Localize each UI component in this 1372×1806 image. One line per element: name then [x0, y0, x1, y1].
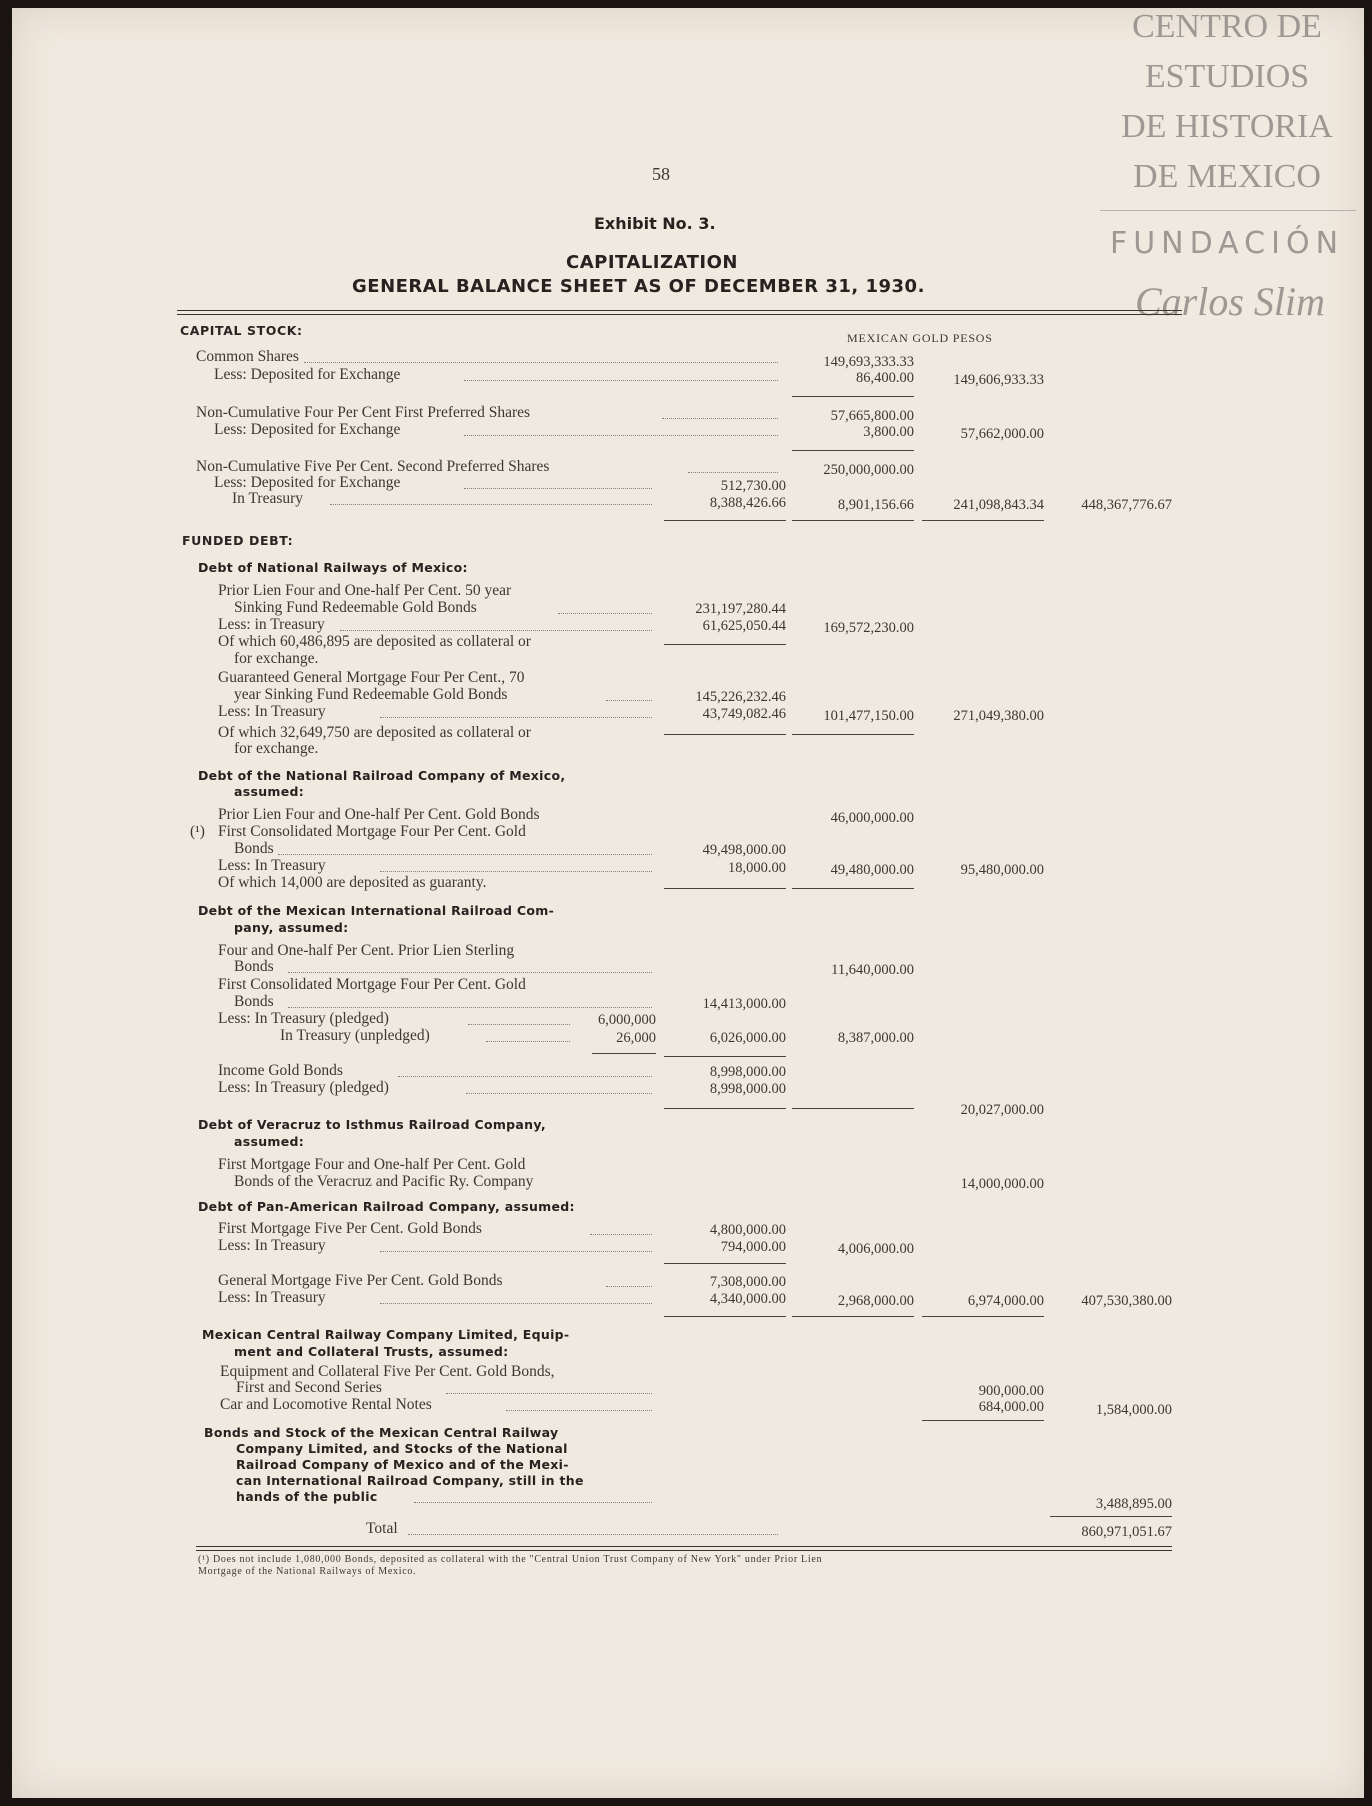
nrc-heading-2: assumed:: [234, 784, 305, 799]
mcr-heading-2: ment and Collateral Trusts, assumed:: [234, 1344, 509, 1359]
nrc-less-value: 18,000.00: [728, 860, 786, 876]
capital-total-value: 448,367,776.67: [1081, 497, 1172, 513]
second-pref-less-total: 8,901,156.66: [837, 497, 914, 513]
footnote-line2: Mortgage of the National Railways of Mexico.: [198, 1566, 417, 1577]
common-net-value: 149,606,933.33: [953, 372, 1044, 388]
par-general-net: 2,968,000.00: [837, 1293, 914, 1309]
rule: [664, 1263, 786, 1264]
rule: [664, 1108, 786, 1109]
first-pref-less-label: Less: Deposited for Exchange: [214, 421, 401, 438]
leader-dots: [288, 1007, 652, 1008]
leader-dots: [464, 380, 778, 381]
mir-income-label: Income Gold Bonds: [218, 1062, 343, 1079]
mir-heading-2: pany, assumed:: [234, 920, 349, 935]
nrm-less-label: Less: in Treasury: [218, 616, 325, 633]
watermark-line: ESTUDIOS: [1144, 58, 1310, 95]
mir-four-half-line1: Four and One-half Per Cent. Prior Lien Sterling: [218, 942, 515, 959]
rule: [792, 1316, 914, 1317]
nrm-of-which-1b: for exchange.: [234, 650, 319, 667]
mir-first-consol-value: 14,413,000.00: [702, 996, 786, 1012]
leader-dots: [288, 972, 652, 973]
mcr-car-label: Car and Locomotive Rental Notes: [220, 1396, 432, 1413]
watermark-line: DE MEXICO: [1133, 158, 1321, 195]
nrm-less2-value: 43,749,082.46: [702, 706, 786, 722]
total-label: Total: [366, 1520, 398, 1537]
leader-dots: [662, 418, 778, 419]
mcr-equip-line2: First and Second Series: [236, 1379, 382, 1396]
watermark-line: CENTRO DE: [1132, 8, 1322, 45]
second-pref-value: 250,000,000.00: [823, 462, 914, 478]
leader-dots: [278, 854, 652, 855]
rule: [1050, 1516, 1172, 1517]
leader-dots: [414, 1502, 652, 1503]
mir-four-half-value: 11,640,000.00: [831, 962, 914, 978]
leader-dots: [304, 362, 778, 363]
mcr-equip-line1: Equipment and Collateral Five Per Cent. Gold Bonds,: [220, 1363, 555, 1380]
rule: [792, 888, 914, 889]
mir-less-pledged-label: Less: In Treasury (pledged): [218, 1010, 389, 1027]
rule: [664, 1056, 786, 1057]
public-line3: Railroad Company of Mexico and of the Mexi-: [236, 1457, 569, 1472]
watermark-line: DE HISTORIA: [1121, 108, 1333, 145]
nrm-total: 271,049,380.00: [953, 708, 1044, 724]
mir-unpledged-label: In Treasury (unpledged): [280, 1027, 430, 1044]
par-first-mort-label: First Mortgage Five Per Cent. Gold Bonds: [218, 1220, 482, 1237]
nrm-prior-lien-net: 169,572,230.00: [823, 620, 914, 636]
nrm-less-value: 61,625,050.44: [702, 618, 786, 634]
first-pref-net-value: 57,662,000.00: [960, 426, 1044, 442]
title-balance-sheet: GENERAL BALANCE SHEET AS OF DECEMBER 31, 1930.: [352, 276, 925, 297]
nrc-total: 95,480,000.00: [960, 862, 1044, 878]
rule: [922, 1420, 1044, 1421]
nrm-of-which-1: Of which 60,486,895 are deposited as collateral or: [218, 633, 531, 650]
mir-total: 20,027,000.00: [960, 1102, 1044, 1118]
leader-dots: [408, 1534, 778, 1535]
nrm-guaranteed-value: 145,226,232.46: [695, 689, 786, 705]
nrm-guaranteed-line2: year Sinking Fund Redeemable Gold Bonds: [234, 686, 508, 703]
document-page: [12, 8, 1364, 1798]
mir-less-pledged-value: 6,000,000: [598, 1012, 656, 1028]
common-shares-value: 149,693,333.33: [823, 354, 914, 370]
leader-dots: [380, 1303, 652, 1304]
leader-dots: [446, 1393, 652, 1394]
leader-dots: [330, 504, 652, 505]
mir-income-less-value: 8,998,000.00: [709, 1081, 786, 1097]
rule: [664, 644, 786, 645]
leader-dots: [380, 1251, 652, 1252]
total-value: 860,971,051.67: [1081, 1524, 1172, 1540]
mir-first-consol-line2: Bonds: [234, 993, 274, 1010]
first-pref-less-value: 3,800.00: [863, 424, 914, 440]
par-first-mort-net: 4,006,000.00: [837, 1241, 914, 1257]
mir-heading-1: Debt of the Mexican International Railroad Com-: [198, 903, 555, 918]
public-line4: can International Railroad Company, still in the: [236, 1473, 584, 1488]
capital-stock-heading: CAPITAL STOCK:: [180, 323, 303, 338]
rule: [922, 1316, 1044, 1317]
mcr-car-value: 684,000.00: [978, 1399, 1044, 1415]
common-less-value: 86,400.00: [856, 370, 914, 386]
mir-income-value: 8,998,000.00: [709, 1064, 786, 1080]
public-value: 3,488,895.00: [1095, 1496, 1172, 1512]
leader-dots: [464, 488, 652, 489]
nrc-of-which: Of which 14,000 are deposited as guaranty.: [218, 874, 487, 891]
exhibit-number: Exhibit No. 3.: [594, 214, 716, 233]
vir-heading-1: Debt of Veracruz to Isthmus Railroad Company,: [198, 1117, 546, 1132]
leader-dots: [466, 1093, 652, 1094]
second-pref-treasury-value: 8,388,426.66: [709, 495, 786, 511]
rule: [792, 1108, 914, 1109]
nrc-first-consol-line2: Bonds: [234, 840, 274, 857]
mir-less-total: 6,026,000.00: [709, 1030, 786, 1046]
leader-dots: [380, 717, 652, 718]
common-less-label: Less: Deposited for Exchange: [214, 366, 401, 383]
nrm-prior-lien-line2: Sinking Fund Redeemable Gold Bonds: [234, 599, 477, 616]
nrm-guaranteed-line1: Guaranteed General Mortgage Four Per Cent., 70: [218, 669, 525, 686]
nrm-of-which-2: Of which 32,649,750 are deposited as collateral or: [218, 724, 531, 741]
nrm-heading: Debt of National Railways of Mexico:: [198, 560, 468, 575]
vir-first-mort-line1: First Mortgage Four and One-half Per Cent. Gold: [218, 1156, 526, 1173]
nrc-less-label: Less: In Treasury: [218, 857, 326, 874]
public-line1: Bonds and Stock of the Mexican Central Railway: [204, 1425, 559, 1440]
mcr-heading-1: Mexican Central Railway Company Limited, Equip-: [202, 1327, 570, 1342]
mir-income-less-label: Less: In Treasury (pledged): [218, 1079, 389, 1096]
watermark-divider: [1100, 210, 1356, 211]
public-line5: hands of the public: [236, 1489, 378, 1504]
rule: [664, 520, 786, 521]
mcr-equip-value: 900,000.00: [978, 1383, 1044, 1399]
rule: [592, 1053, 656, 1054]
par-heading: Debt of Pan-American Railroad Company, assumed:: [198, 1199, 575, 1214]
leader-dots: [380, 871, 652, 872]
rule: [664, 888, 786, 889]
par-total: 6,974,000.00: [967, 1293, 1044, 1309]
second-pref-label: Non-Cumulative Five Per Cent. Second Preferred Shares: [196, 458, 550, 475]
nrm-of-which-2b: for exchange.: [234, 740, 319, 757]
second-pref-net-value: 241,098,843.34: [953, 497, 1044, 513]
par-first-mort-value: 4,800,000.00: [709, 1222, 786, 1238]
mir-unpledged-value: 26,000: [616, 1030, 656, 1046]
second-pref-treasury-label: In Treasury: [232, 490, 304, 507]
page-number: 58: [652, 164, 670, 184]
header-rule: [177, 310, 1182, 315]
watermark-signature: Carlos Slim: [1134, 279, 1326, 324]
rule: [792, 450, 914, 451]
leader-dots: [398, 1076, 652, 1077]
par-general-value: 7,308,000.00: [709, 1274, 786, 1290]
leader-dots: [506, 1410, 652, 1411]
rule: [664, 1316, 786, 1317]
par-less-label: Less: In Treasury: [218, 1237, 326, 1254]
second-pref-less-value: 512,730.00: [720, 478, 786, 494]
watermark-fundacion: FUNDACIÓN: [1109, 226, 1345, 261]
public-line2: Company Limited, and Stocks of the National: [236, 1441, 568, 1456]
first-pref-label: Non-Cumulative Four Per Cent First Preferred Shares: [196, 404, 531, 421]
nrc-first-consol-value: 49,498,000.00: [702, 842, 786, 858]
rule: [792, 396, 914, 397]
nrc-prior-lien-label: Prior Lien Four and One-half Per Cent. Gold Bonds: [218, 806, 540, 823]
leader-dots: [340, 630, 652, 631]
par-less-value: 794,000.00: [720, 1239, 786, 1255]
mir-four-half-line2: Bonds: [234, 958, 274, 975]
leader-dots: [558, 613, 652, 614]
mir-first-consol-net: 8,387,000.00: [837, 1030, 914, 1046]
footnote-line1: (¹) Does not include 1,080,000 Bonds, deposited as collateral with the "Central Union Trust Company of New York" under Prior Lien: [198, 1554, 823, 1565]
nrm-guaranteed-net: 101,477,150.00: [823, 708, 914, 724]
first-pref-value: 57,665,800.00: [830, 408, 914, 424]
rule: [792, 734, 914, 735]
funded-debt-total: 407,530,380.00: [1081, 1293, 1172, 1309]
second-pref-less-label: Less: Deposited for Exchange: [214, 474, 401, 491]
mir-first-consol-line1: First Consolidated Mortgage Four Per Cent. Gold: [218, 976, 526, 993]
leader-dots: [590, 1234, 652, 1235]
common-shares-label: Common Shares: [196, 348, 299, 365]
nrm-prior-lien-line1: Prior Lien Four and One-half Per Cent. 50 year: [218, 582, 512, 599]
rule: [664, 734, 786, 735]
nrc-footnote-mark: (¹): [190, 823, 205, 840]
nrc-prior-lien-value: 46,000,000.00: [830, 810, 914, 826]
rule: [922, 520, 1044, 521]
vir-heading-2: assumed:: [234, 1134, 305, 1149]
leader-dots: [688, 472, 778, 473]
nrc-first-consol-net: 49,480,000.00: [830, 862, 914, 878]
title-capitalization: CAPITALIZATION: [566, 252, 738, 273]
funded-debt-heading: FUNDED DEBT:: [182, 533, 294, 548]
par-less2-label: Less: In Treasury: [218, 1289, 326, 1306]
nrm-prior-lien-value: 231,197,280.44: [695, 601, 786, 617]
vir-first-mort-value: 14,000,000.00: [960, 1176, 1044, 1192]
leader-dots: [464, 435, 778, 436]
rule: [792, 520, 914, 521]
par-general-label: General Mortgage Five Per Cent. Gold Bonds: [218, 1272, 503, 1289]
vir-first-mort-line2: Bonds of the Veracruz and Pacific Ry. Company: [234, 1173, 534, 1190]
mcr-total: 1,584,000.00: [1095, 1402, 1172, 1418]
footer-rule: [196, 1546, 1172, 1551]
nrc-first-consol-line1: First Consolidated Mortgage Four Per Cent. Gold: [218, 823, 526, 840]
par-less2-value: 4,340,000.00: [709, 1291, 786, 1307]
nrc-heading-1: Debt of the National Railroad Company of Mexico,: [198, 768, 566, 783]
nrm-less2-label: Less: In Treasury: [218, 703, 326, 720]
currency-header: MEXICAN GOLD PESOS: [847, 331, 993, 345]
